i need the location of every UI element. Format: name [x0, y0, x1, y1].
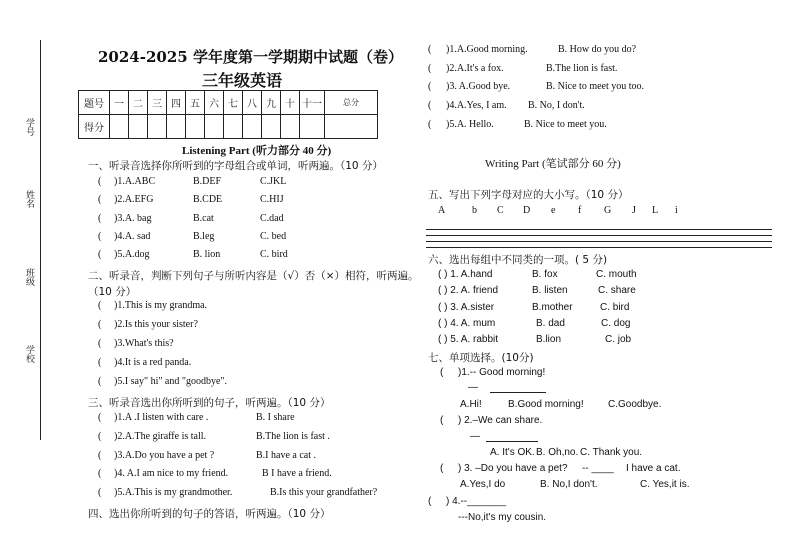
option-b: B. No, I don't. [528, 100, 585, 111]
section-2-score: （10 分） [88, 286, 137, 298]
exam-subtitle: 三年级英语 [202, 71, 283, 90]
question-stem: ) 3. –Do you have a pet? [458, 463, 568, 474]
option-b: B. listen [532, 285, 568, 296]
option-b: B.DEF [193, 176, 222, 187]
option-c: C. job [605, 334, 632, 345]
question-stem: ) 4.--_______ [446, 496, 507, 507]
answer-paren: ( [428, 119, 432, 130]
dialog-dash: — [468, 382, 478, 393]
answer-paren: ( [98, 450, 102, 461]
section-7-title: 七、单项选择。(10分) [428, 352, 534, 364]
option-b: B.I have a cat . [256, 450, 316, 461]
score-cell: 九 [262, 91, 281, 115]
option-b: B.The lion is fast . [256, 431, 330, 442]
score-table [78, 90, 378, 139]
option-a: )3. A.Good bye. [446, 81, 511, 92]
section-5-title: 五、写出下列字母对应的大小写。（10 分） [428, 189, 629, 201]
answer-paren: ( [98, 319, 102, 330]
letter: C [497, 205, 504, 216]
option-a: ( ) 4. A. mum [438, 318, 496, 329]
writing-line[interactable] [426, 235, 772, 236]
letter: f [578, 205, 582, 216]
option-b: B. Nice to meet you. [524, 119, 607, 130]
letter: A [438, 205, 446, 216]
binding-label-class: 班级 [24, 268, 34, 286]
option-a: )5.A. Hello. [446, 119, 494, 130]
score-cell: 六 [205, 91, 224, 115]
score-input-cell[interactable] [167, 115, 186, 139]
option-a: ( ) 3. A.sister [438, 302, 495, 313]
option-c: C. share [598, 285, 636, 296]
dialog-reply: I have a cat. [626, 463, 681, 474]
answer-paren: ( [98, 231, 102, 242]
answer-blank[interactable]: -- ____ [582, 463, 614, 474]
score-row-label: 得分 [79, 115, 110, 139]
option-a: A.Yes,I do [460, 479, 506, 490]
option-b: B. lion [193, 249, 221, 260]
binding-label-name: 姓名 [24, 190, 34, 208]
answer-paren: ( [98, 338, 102, 349]
score-cell: 十 [281, 91, 300, 115]
letter: i [675, 205, 678, 216]
option-b: B.cat [193, 213, 214, 224]
option-a: )5.A.This is my grandmother. [114, 487, 233, 498]
option-c: C.HIJ [260, 194, 284, 205]
section-3-title: 三、听录音选出你所听到的句子，听两遍。（10 分） [88, 397, 331, 409]
dialog-dash: — [470, 431, 480, 442]
score-input-cell[interactable] [110, 115, 129, 139]
score-cell: 一 [110, 91, 129, 115]
option-b: B.Good morning! [508, 399, 584, 410]
statement: )5.I say" hi" and "goodbye". [114, 376, 227, 387]
option-b: B.mother [532, 302, 573, 313]
answer-paren: ( [98, 300, 102, 311]
option-a: )2.A.It's a fox. [446, 63, 504, 74]
option-a: ( ) 5. A. rabbit [438, 334, 499, 345]
answer-paren: ( [98, 357, 102, 368]
answer-paren: ( [428, 496, 432, 507]
score-input-cell[interactable] [224, 115, 243, 139]
answer-paren: ( [440, 367, 444, 378]
score-table-header-row [79, 91, 378, 115]
writing-line[interactable] [426, 229, 772, 230]
score-input-cell[interactable] [300, 115, 325, 139]
answer-paren: ( [428, 63, 432, 74]
score-table-score-row [79, 115, 378, 139]
option-c: C. Yes,it is. [640, 479, 690, 490]
option-b: B.The lion is fast. [546, 63, 618, 74]
option-c: C.Goodbye. [608, 399, 662, 410]
option-c: C. Thank you. [580, 447, 643, 458]
score-cell: 十一 [300, 91, 325, 115]
option-a: ( ) 1. A.hand [438, 269, 493, 280]
option-b: B. How do you do? [558, 44, 637, 55]
letter: L [652, 205, 659, 216]
score-input-cell[interactable] [243, 115, 262, 139]
option-a: )1.A.ABC [114, 176, 156, 187]
section-2-title: 二、听录音，判断下列句子与所听内容是（√）否（×）相符，听两遍。 [88, 270, 419, 282]
option-a: A.Hi! [460, 399, 482, 410]
answer-paren: ( [98, 468, 102, 479]
option-c: C.JKL [260, 176, 287, 187]
option-a: )4.A. sad [114, 231, 151, 242]
statement: )1.This is my grandma. [114, 300, 208, 311]
question-stem: )1.-- Good morning! [458, 367, 546, 378]
section-6-title: 六、选出每组中不同类的一项。( 5 分) [428, 254, 608, 266]
letter: b [472, 205, 477, 216]
writing-line[interactable] [426, 247, 772, 248]
score-input-cell[interactable] [262, 115, 281, 139]
option-c: C.dad [260, 213, 284, 224]
score-cell: 三 [148, 91, 167, 115]
binding-label-school: 学校 [24, 345, 34, 363]
option-a: )1.A .I listen with care . [114, 412, 209, 423]
statement: )4.It is a red panda. [114, 357, 192, 368]
option-a: )2.A.The giraffe is tall. [114, 431, 207, 442]
score-input-cell[interactable] [129, 115, 148, 139]
score-cell-label: 题号 [79, 91, 110, 115]
answer-paren: ( [428, 44, 432, 55]
answer-paren: ( [98, 176, 102, 187]
answer-paren: ( [428, 100, 432, 111]
option-a: )3.A.Do you have a pet ? [114, 450, 215, 461]
option-a: )2.A.EFG [114, 194, 154, 205]
answer-paren: ( [440, 463, 444, 474]
option-a: )4. A.I am nice to my friend. [114, 468, 229, 479]
option-c: C. dog [601, 318, 631, 329]
score-input-cell[interactable] [186, 115, 205, 139]
option-a: )3.A. bag [114, 213, 152, 224]
score-input-cell[interactable] [148, 115, 167, 139]
option-c: C. bird [260, 249, 288, 260]
binding-margin [0, 0, 60, 560]
section-1-title: 一、听录音选择你所听到的字母组合或单词，听两遍。（10 分） [88, 160, 383, 172]
option-b: B.Is this your grandfather? [270, 487, 378, 498]
answer-blank[interactable] [490, 392, 546, 393]
answer-paren: ( [98, 194, 102, 205]
binding-line [40, 40, 41, 440]
answer-blank[interactable] [486, 441, 538, 442]
option-b: B. fox [532, 269, 558, 280]
statement: )2.Is this your sister? [114, 319, 198, 330]
option-b: B. dad [536, 318, 565, 329]
score-cell: 七 [224, 91, 243, 115]
option-b: B. No,I don't. [540, 479, 598, 490]
letter: G [604, 205, 612, 216]
writing-line[interactable] [426, 241, 772, 242]
option-a: )4.A.Yes, I am. [446, 100, 507, 111]
dialog-reply: ---No,it's my cousin. [458, 512, 547, 523]
option-b: B. Oh,no. [536, 447, 579, 458]
binding-label-id: 学号 [24, 118, 34, 136]
option-b: B. Nice to meet you too. [546, 81, 645, 92]
option-a: ( ) 2. A. friend [438, 285, 499, 296]
score-input-cell[interactable] [325, 115, 378, 139]
answer-paren: ( [98, 249, 102, 260]
answer-paren: ( [440, 415, 444, 426]
score-cell: 五 [186, 91, 205, 115]
answer-paren: ( [98, 213, 102, 224]
option-b: B. I share [256, 412, 295, 423]
listening-heading: Listening Part (听力部分 40 分) [182, 145, 332, 157]
score-cell: 四 [167, 91, 186, 115]
option-c: C. mouth [596, 269, 637, 280]
answer-paren: ( [98, 412, 102, 423]
option-a: )1.A.Good morning. [446, 44, 528, 55]
score-cell: 二 [129, 91, 148, 115]
score-cell-total: 总分 [325, 91, 378, 115]
answer-paren: ( [428, 81, 432, 92]
question-stem: ) 2.–We can share. [458, 415, 543, 426]
letter: e [551, 205, 556, 216]
score-cell: 八 [243, 91, 262, 115]
letter: D [523, 205, 531, 216]
letter: J [632, 205, 636, 216]
statement: )3.What's this? [114, 338, 174, 349]
option-a: )5.A.dog [114, 249, 150, 260]
score-input-cell[interactable] [205, 115, 224, 139]
option-c: C. bed [260, 231, 287, 242]
writing-heading: Writing Part (笔试部分 60 分) [485, 158, 621, 170]
option-b: B.leg [193, 231, 215, 242]
answer-paren: ( [98, 487, 102, 498]
answer-paren: ( [98, 376, 102, 387]
answer-paren: ( [98, 431, 102, 442]
exam-title: 2024-2025 学年度第一学期期中试题（卷） [98, 48, 403, 66]
option-c: C. bird [600, 302, 630, 313]
section-4-title: 四、选出你所听到的句子的答语，听两遍。（10 分） [88, 508, 331, 520]
option-a: A. It's OK. [490, 447, 535, 458]
score-input-cell[interactable] [281, 115, 300, 139]
option-b: B.CDE [193, 194, 223, 205]
option-b: B.lion [536, 334, 562, 345]
option-b: B I have a friend. [262, 468, 332, 479]
